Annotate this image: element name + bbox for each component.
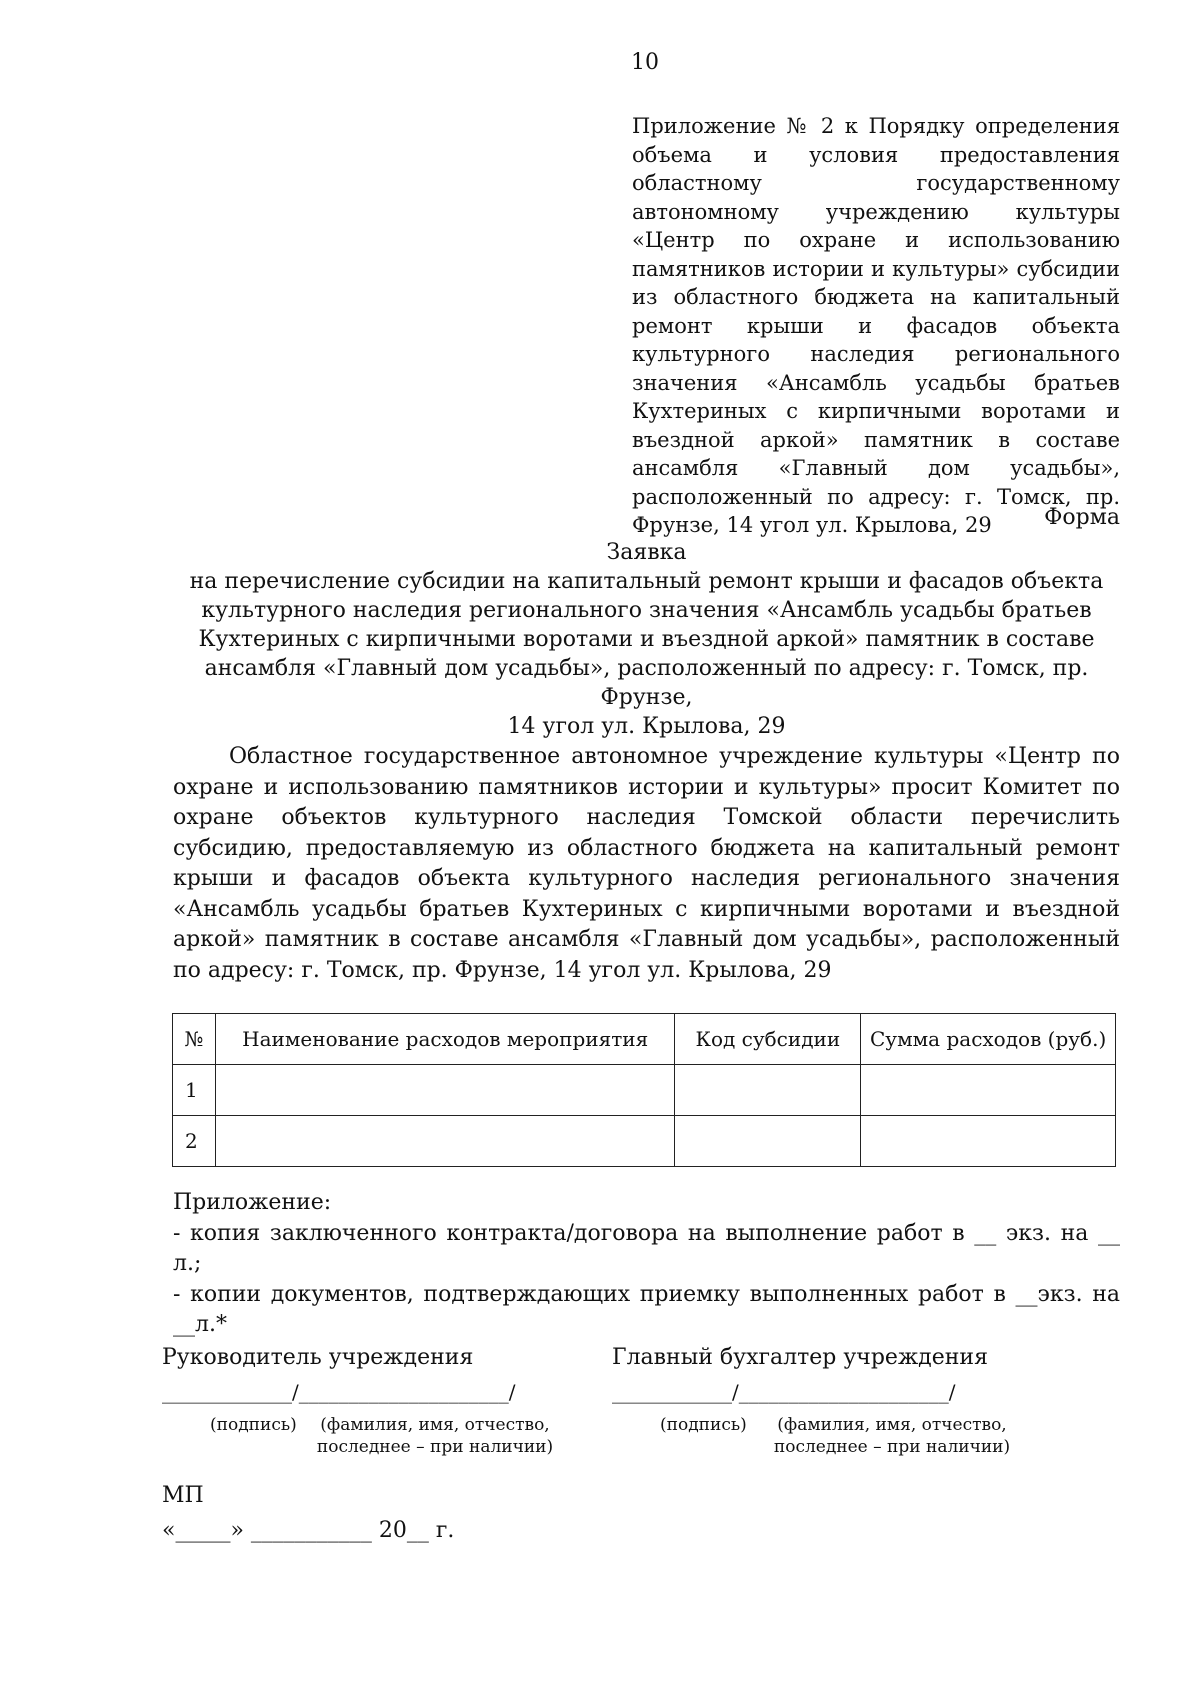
row-subsidy-code[interactable] — [675, 1065, 861, 1116]
row-expense-name[interactable] — [215, 1065, 674, 1116]
row-number: 2 — [173, 1116, 216, 1167]
table-row — [173, 1065, 1116, 1116]
form-label: Форма — [1044, 505, 1120, 530]
title-line: ансамбля «Главный дом усадьбы», расположенный по адресу: г. Томск, пр. Фрунзе, — [204, 656, 1089, 710]
table-row — [173, 1116, 1116, 1167]
row-expense-sum[interactable] — [861, 1116, 1116, 1167]
title-heading: Заявка — [606, 540, 687, 565]
title-line: 14 угол ул. Крылова, 29 — [507, 714, 786, 739]
caption-line: (фамилия, имя, отчество, — [320, 1415, 550, 1435]
head-name-caption — [315, 1414, 555, 1458]
head-title: Руководитель учреждения — [162, 1345, 474, 1370]
row-subsidy-code[interactable] — [675, 1116, 861, 1167]
accountant-name-caption — [772, 1414, 1012, 1458]
head-sign-caption: (подпись) — [210, 1415, 297, 1435]
attachments-heading: Приложение: — [173, 1190, 332, 1215]
caption-line: (фамилия, имя, отчество, — [777, 1415, 1007, 1435]
row-number: 1 — [173, 1065, 216, 1116]
accountant-title: Главный бухгалтер учреждения — [612, 1345, 988, 1370]
row-expense-sum[interactable] — [861, 1065, 1116, 1116]
header-expense-sum: Сумма расходов (руб.) — [861, 1014, 1116, 1065]
stamp-place-label: МП — [162, 1483, 204, 1508]
document-title — [173, 538, 1120, 741]
caption-line: последнее – при наличии) — [316, 1437, 554, 1457]
header-number: № — [173, 1014, 216, 1065]
expenses-table — [172, 1013, 1116, 1167]
request-paragraph: Областное государственное автономное учреждение культуры «Центр по охране и использованию памятников истории и культуры» просит Комитет по охране объектов культурного наследия Томской области перечислить субсидию, предоставляемую из областного бюджета на капитальный ремонт крыши и фасадов объекта культурного наследия регионального значения «Ансамбль усадьбы братьев Кухтериных с кирпичными воротами и въездной аркой» памятник в составе ансамбля «Главный дом усадьбы», расположенный по адресу: г. Томск, пр. Фрунзе, 14 угол ул. Крылова, 29 — [173, 744, 1120, 983]
attachment-item: - копия заключенного контракта/договора на выполнение работ в __ экз. на __ л.; — [173, 1220, 1120, 1276]
header-subsidy-code: Код субсидии — [675, 1014, 861, 1065]
page-number: 10 — [631, 50, 659, 75]
accountant-signature-line[interactable]: ____________/_____________________/ — [612, 1380, 956, 1404]
date-line[interactable]: «_____» ___________ 20__ г. — [162, 1518, 455, 1543]
header-expense-name: Наименование расходов мероприятия — [215, 1014, 674, 1065]
accountant-sign-caption: (подпись) — [660, 1415, 747, 1435]
caption-line: последнее – при наличии) — [773, 1437, 1011, 1457]
table-header-row — [173, 1014, 1116, 1065]
row-expense-name[interactable] — [215, 1116, 674, 1167]
title-line: культурного наследия регионального значения «Ансамбль усадьбы братьев — [201, 598, 1092, 623]
head-signature-line[interactable]: _____________/_____________________/ — [162, 1380, 516, 1404]
attachment-item: - копии документов, подтверждающих приемку выполненных работ в __экз. на __л.* — [173, 1281, 1120, 1337]
title-line: на перечисление субсидии на капитальный ремонт крыши и фасадов объекта — [189, 569, 1104, 594]
title-line: Кухтериных с кирпичными воротами и въездной аркой» памятник в составе — [198, 627, 1095, 652]
appendix-header-text: Приложение № 2 к Порядку определения объема и условия предоставления областному государственному автономному учреждению культуры «Центр по охране и использованию памятников истории и культуры» субсидии из областного бюджета на капитальный ремонт крыши и фасадов объекта культурного наследия регионального значения «Ансамбль усадьбы братьев Кухтериных с кирпичными воротами и въездной аркой» памятник в составе ансамбля «Главный дом усадьбы», расположенный по адресу: г. Томск, пр. Фрунзе, 14 угол ул. Крылова, 29 — [632, 114, 1120, 537]
attachments-section — [173, 1188, 1120, 1341]
